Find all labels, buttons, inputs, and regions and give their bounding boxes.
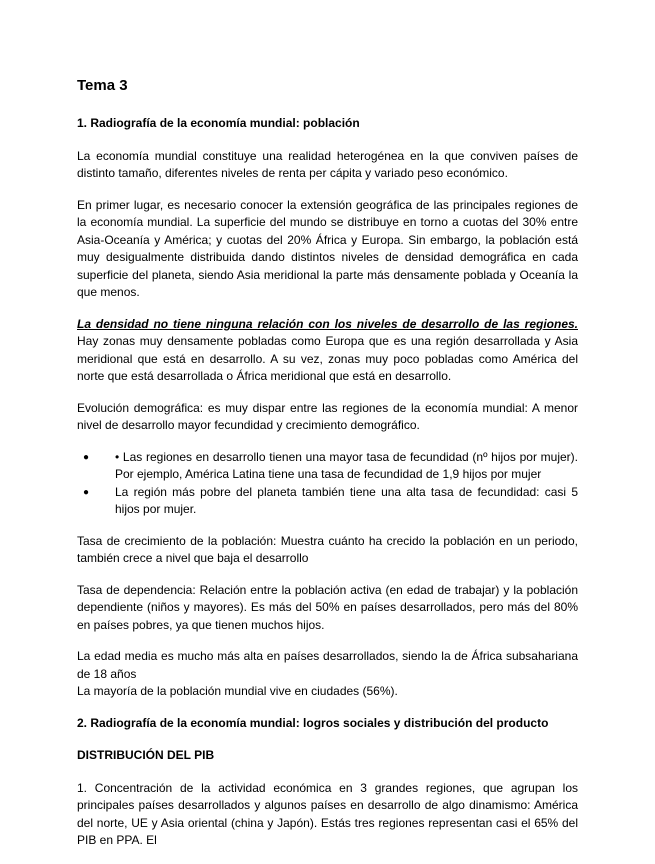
paragraph: La mayoría de la población mundial vive en ciudades (56%). <box>77 684 398 698</box>
bullet-icon: ● <box>83 451 90 463</box>
list-item <box>77 484 578 519</box>
list-item <box>77 449 578 484</box>
paragraph: Evolución demográfica: es muy dispar entre las regiones de la economía mundial: A menor nivel de desarrollo mayor fecundidad y crecimiento demográfico. <box>77 400 578 432</box>
section-1-heading: 1. Radiografía de la economía mundial: población <box>77 116 360 130</box>
list-item-text: La región más pobre del planeta también tiene una alta tasa de fecundidad: casi 5 hijos por mujer. <box>115 484 578 516</box>
section-2-subheading: DISTRIBUCIÓN DEL PIB <box>77 748 215 762</box>
paragraph: Tasa de dependencia: Relación entre la población activa (en edad de trabajar) y la población dependiente (niños y mayores). Es más del 50% en países desarrollados, pero más del 80% en países pobres, ya que tienen muchos hijos. <box>77 582 578 632</box>
paragraph-density <box>77 316 578 386</box>
document-content <box>77 76 578 864</box>
document-title: Tema 3 <box>77 77 128 94</box>
paragraph-text: Hay zonas muy densamente pobladas como Europa que es una región desarrollada y Asia meridional que está en desarrollo. A su vez, zonas muy poco pobladas como América del norte que está desarrollada o África meridional que está en desarrollo. <box>77 334 578 383</box>
paragraph: 1. Concentración de la actividad económica en 3 grandes regiones, que agrupan los principales países desarrollados y algunos países en desarrollo de algo dinamismo: América del norte, UE y Asia oriental (china y Japón). Estás tres regiones representan casi el 65% del PIB en PPA. El <box>77 780 578 847</box>
emphasized-statement: La densidad no tiene ninguna relación con los niveles de desarrollo de las regiones. <box>77 316 578 331</box>
paragraph: En primer lugar, es necesario conocer la extensión geográfica de las principales regiones de la economía mundial. La superficie del mundo se distribuye en torno a cuotas del 30% entre Asia-Oceanía y América; y cuotas del 20% África y Europa. Sin embargo, la población está muy desigualmente distribuida dando distintos niveles de densidad demográfica en cada superficie del planeta, siendo Asia meridional la parte más densamente poblada y Oceanía la que menos. <box>77 197 578 299</box>
list-item-text: • Las regiones en desarrollo tienen una mayor tasa de fecundidad (nº hijos por mujer). Por ejemplo, América Latina tiene una tasa de fecundidad de 1,9 hijos por mujer <box>115 449 578 481</box>
paragraph: La edad media es mucho más alta en países desarrollados, siendo la de África subsahariana de 18 años <box>77 649 578 681</box>
paragraph: La economía mundial constituye una realidad heterogénea en la que conviven países de distinto tamaño, diferentes niveles de renta per cápita y variado peso económico. <box>77 148 578 180</box>
bullet-list <box>77 449 578 519</box>
bullet-icon: ● <box>83 486 90 498</box>
section-2-heading: 2. Radiografía de la economía mundial: logros sociales y distribución del producto <box>77 715 549 730</box>
paragraph: Tasa de crecimiento de la población: Muestra cuánto ha crecido la población en un periodo, también crece a nivel que baja el desarrollo <box>77 533 578 565</box>
